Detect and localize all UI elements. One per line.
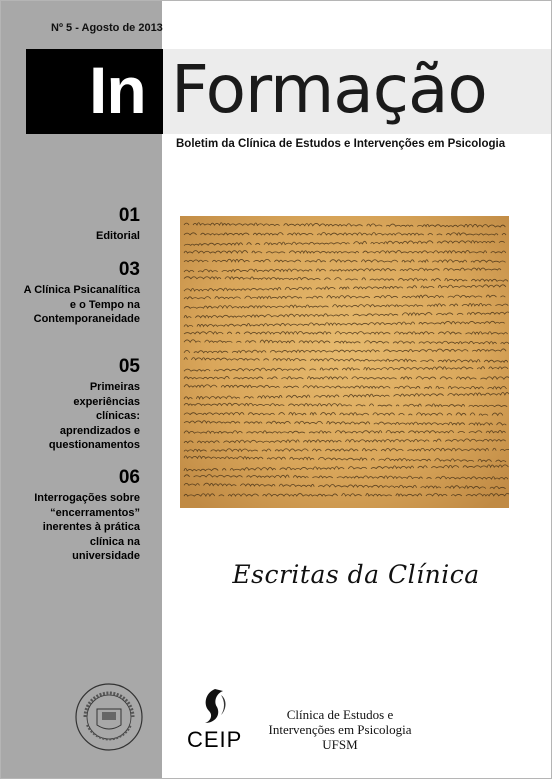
toc-number: 03 [118, 259, 140, 280]
toc-item [0, 206, 140, 244]
theme-title: Escritas da Clínica [232, 560, 480, 589]
toc-number: 01 [118, 205, 140, 226]
toc-item [0, 468, 140, 564]
title-formacao: Formação [171, 51, 487, 128]
org-line: Intervenções em Psicologia [268, 722, 412, 737]
toc-number: 05 [118, 356, 140, 377]
org-line: UFSM [322, 737, 358, 752]
manuscript-handwriting-image [180, 216, 509, 508]
issue-label: Nº 5 - Agosto de 2013 [51, 22, 163, 34]
toc-number: 06 [118, 467, 140, 488]
ceip-logo-text: CEIP [187, 727, 243, 752]
org-line: Clínica de Estudos e [286, 707, 394, 722]
title-in: In [89, 53, 146, 127]
ufsm-seal [73, 681, 145, 753]
toc-title: A Clínica Psicanalítica e o Tempo na Contemporaneidade [23, 284, 140, 325]
toc-item [0, 357, 140, 453]
toc-title: Primeiras experiências clínicas: aprendizados e questionamentos [48, 381, 140, 451]
subtitle: Boletim da Clínica de Estudos e Intervenções em Psicologia [176, 138, 506, 150]
org-name [255, 707, 425, 752]
toc-title: Editorial [95, 230, 140, 242]
toc-title: Interrogações sobre “encerramentos” inerentes à prática clínica na universidade [34, 492, 140, 562]
toc-item [0, 260, 140, 327]
